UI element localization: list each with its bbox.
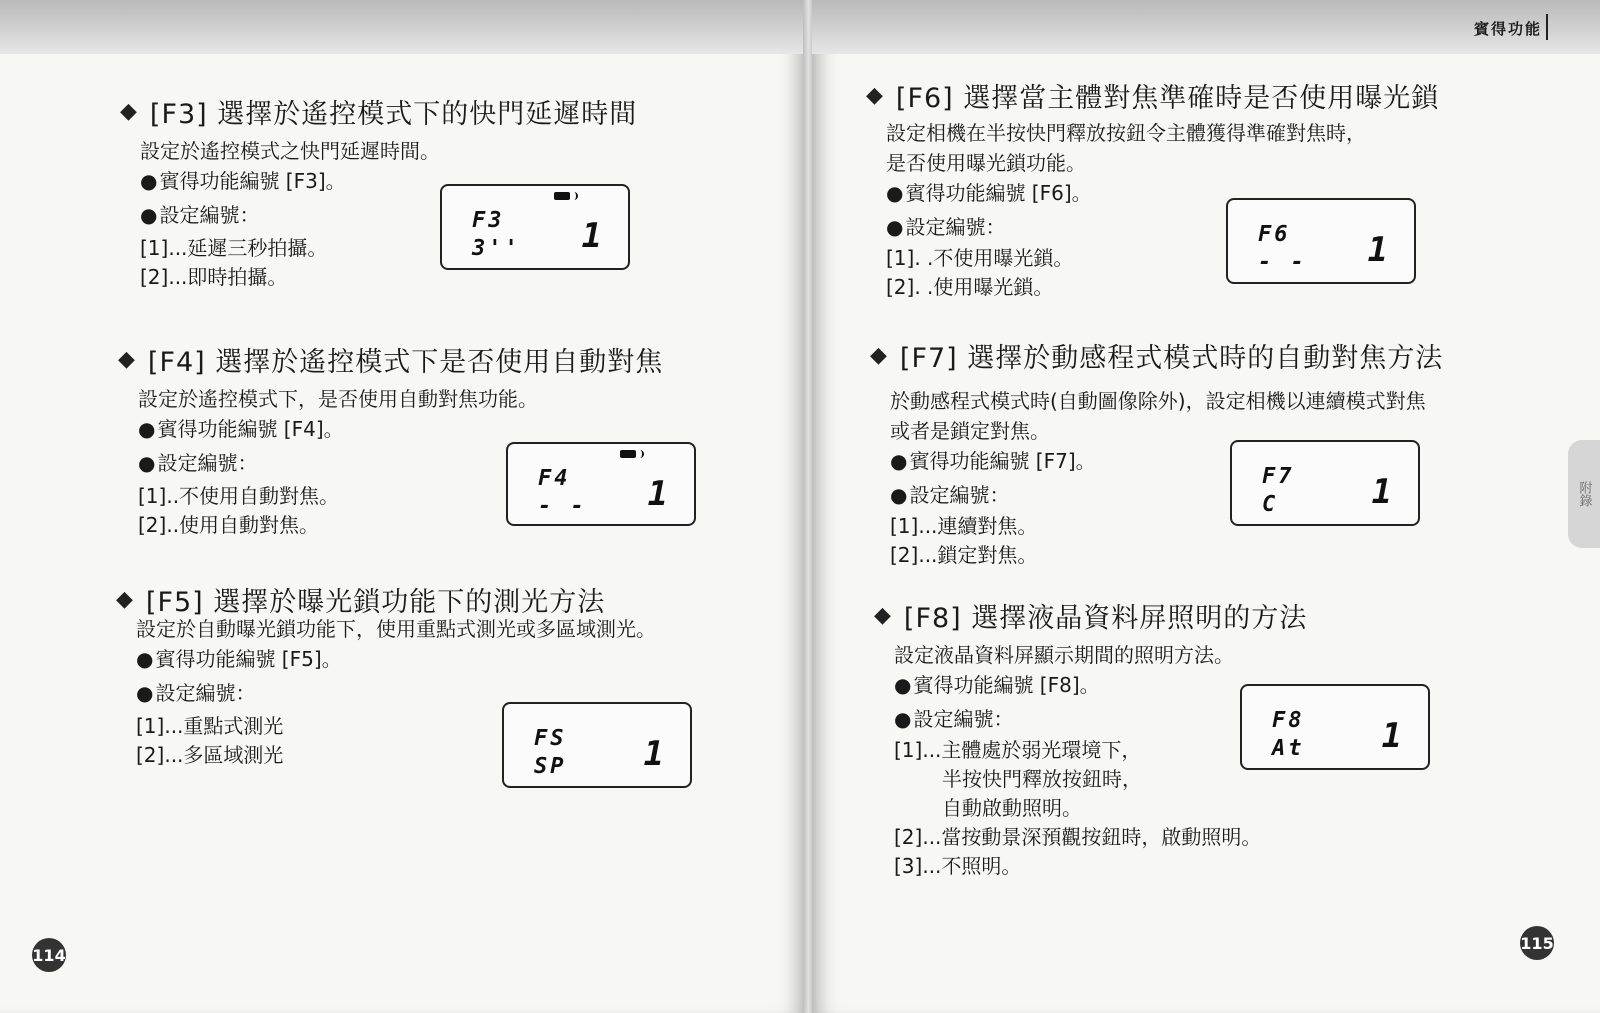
right-page (812, 0, 1600, 1013)
description-line: 設定相機在半按快門釋放按鈕令主體獲得準確對焦時， (886, 121, 1366, 145)
battery-icon (620, 450, 636, 458)
section-f7 (870, 336, 1443, 375)
option-line: [1]...連續對焦。 (890, 514, 1038, 538)
bullet-icon: ● (886, 181, 904, 205)
option-line: [1]...主體處於弱光環境下， (894, 738, 1142, 762)
bullet-icon: ● (138, 451, 156, 475)
page-number: 115 (1520, 926, 1554, 960)
func-number: ● 賓得功能編號 [F8]。 (894, 670, 1261, 700)
lcd-value: 1 (1367, 230, 1388, 270)
section-f8-body (894, 640, 1261, 881)
bullet-icon: ● (894, 707, 912, 731)
lcd-panel-f5 (502, 702, 692, 788)
bullet-icon: ● (136, 647, 154, 671)
description-line: 設定於遙控模式下，是否使用自動對焦功能。 (138, 387, 538, 411)
lcd-setting: 3'' (472, 236, 521, 261)
option-line: [1]...重點式測光 (136, 714, 284, 738)
lcd-panel-f3 (440, 184, 630, 270)
setting-label: ● 設定編號： (890, 480, 1426, 510)
diamond-icon: ◆ (874, 603, 892, 628)
setting-label: ● 設定編號： (894, 704, 1261, 734)
func-number: ● 賓得功能編號 [F5]。 (136, 644, 656, 674)
option-line: [1]. .不使用曝光鎖。 (886, 246, 1074, 270)
description-line: 設定液晶資料屏顯示期間的照明方法。 (894, 643, 1234, 667)
lcd-panel-f6 (1226, 198, 1416, 284)
diamond-icon: ◆ (116, 587, 134, 612)
section-f8 (874, 596, 1307, 635)
section-f6 (866, 76, 1439, 115)
bullet-icon: ● (890, 449, 908, 473)
bullet-icon: ● (890, 483, 908, 507)
option-line: [2]...鎖定對焦。 (890, 543, 1038, 567)
running-head-divider (1546, 14, 1548, 40)
appendix-side-tab: 附錄 (1568, 440, 1600, 548)
lcd-value: 1 (643, 734, 664, 774)
lcd-code: F7 (1262, 464, 1295, 489)
lcd-code: F4 (538, 466, 571, 491)
section-heading: ◆ [F7] 選擇於動感程式模式時的自動對焦方法 (870, 343, 1444, 374)
bullet-icon: ● (136, 681, 154, 705)
setting-label: ● 設定編號： (136, 678, 656, 708)
running-head: 賓得功能 (1473, 20, 1542, 38)
bullet-icon: ● (894, 673, 912, 697)
option-line: 半按快門釋放按鈕時， (942, 767, 1142, 791)
section-heading: ◆ [F5] 選擇於曝光鎖功能下的測光方法 (116, 587, 606, 618)
section-f4 (118, 340, 663, 379)
option-line: [1]..不使用自動對焦。 (138, 484, 340, 508)
lcd-setting: C (1262, 492, 1279, 517)
func-number: ● 賓得功能編號 [F7]。 (890, 446, 1426, 476)
description-line: 是否使用曝光鎖功能。 (886, 151, 1086, 175)
section-heading: ◆ [F4] 選擇於遙控模式下是否使用自動對焦 (118, 347, 664, 378)
option-line: [3]...不照明。 (894, 854, 1022, 878)
lcd-code: F3 (472, 208, 505, 233)
page-number: 114 (32, 938, 66, 972)
option-line: [2]...多區域測光 (136, 743, 284, 767)
lcd-setting: At (1272, 736, 1305, 761)
option-line: [1]...延遲三秒拍攝。 (140, 236, 328, 260)
lcd-panel-f4 (506, 442, 696, 526)
diamond-icon: ◆ (870, 343, 888, 368)
section-f3 (120, 92, 637, 131)
battery-icon (554, 192, 570, 200)
option-line: [2]...當按動景深預觀按鈕時，啟動照明。 (894, 825, 1262, 849)
description-line: 於動感程式模式時(自動圖像除外)，設定相機以連續模式對焦 (890, 389, 1426, 413)
section-f4-body (138, 384, 538, 540)
lcd-value: 1 (1381, 716, 1402, 756)
section-heading: ◆ [F3] 選擇於遙控模式下的快門延遲時間 (120, 99, 638, 130)
option-line: [2]. .使用曝光鎖。 (886, 275, 1054, 299)
option-line: 自動啟動照明。 (942, 796, 1082, 820)
section-heading: ◆ [F8] 選擇液晶資料屏照明的方法 (874, 603, 1308, 634)
lcd-code: F6 (1258, 222, 1291, 247)
diamond-icon: ◆ (118, 347, 136, 372)
section-heading: ◆ [F6] 選擇當主體對焦準確時是否使用曝光鎖 (866, 83, 1440, 114)
func-number: ● 賓得功能編號 [F3]。 (140, 166, 440, 196)
description-line: 或者是鎖定對焦。 (890, 419, 1050, 443)
diamond-icon: ◆ (866, 83, 884, 108)
bullet-icon: ● (140, 203, 158, 227)
lcd-code: FS (534, 726, 567, 751)
setting-label: ● 設定編號： (886, 212, 1366, 242)
section-f3-body (140, 136, 440, 292)
lcd-setting: SP (534, 754, 567, 779)
lcd-setting: - - (1258, 250, 1307, 275)
description-line: 設定於自動曝光鎖功能下，使用重點式測光或多區域測光。 (136, 617, 656, 641)
bullet-icon: ● (886, 215, 904, 239)
description-line: 設定於遙控模式之快門延遲時間。 (140, 139, 440, 163)
lcd-code: F8 (1272, 708, 1305, 733)
lcd-panel-f7 (1230, 440, 1420, 526)
page-top-band (0, 0, 805, 54)
func-number: ● 賓得功能編號 [F6]。 (886, 178, 1366, 208)
func-number: ● 賓得功能編號 [F4]。 (138, 414, 538, 444)
lcd-value: 1 (581, 216, 602, 256)
bullet-icon: ● (140, 169, 158, 193)
option-line: [2]...即時拍攝。 (140, 265, 288, 289)
lcd-setting: - - (538, 494, 587, 519)
lcd-value: 1 (647, 474, 668, 514)
bullet-icon: ● (138, 417, 156, 441)
setting-label: ● 設定編號： (138, 448, 538, 478)
lcd-value: 1 (1371, 472, 1392, 512)
diamond-icon: ◆ (120, 99, 138, 124)
setting-label: ● 設定編號： (140, 200, 440, 230)
lcd-panel-f8 (1240, 684, 1430, 770)
option-line: [2]..使用自動對焦。 (138, 513, 320, 537)
